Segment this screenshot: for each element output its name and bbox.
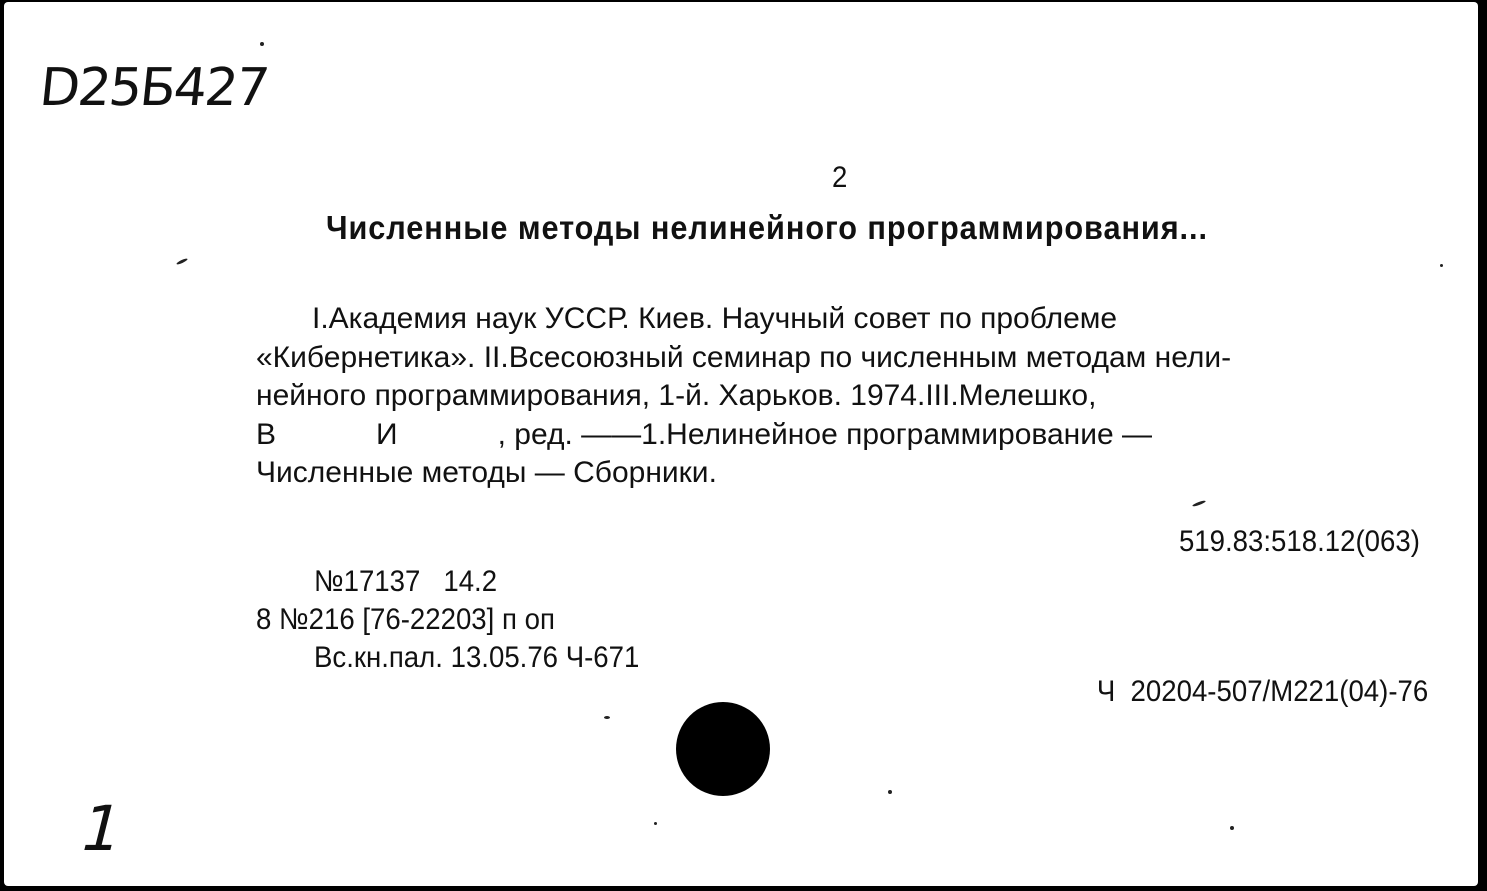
- inventory-line: Вс.кн.пал. 13.05.76 Ч-671: [314, 641, 640, 674]
- book-title: Численные методы нелинейного программирования...: [326, 209, 1208, 246]
- description-line: В И , ред. ——1.Нелинейное программирование —: [256, 417, 1153, 451]
- paper-speck: [1440, 264, 1443, 267]
- paper-speck: [1192, 500, 1206, 508]
- card-number: 2: [832, 161, 848, 194]
- description-line: Численные методы — Сборники.: [256, 456, 717, 489]
- bbk-code: Ч 20204-507/М221(04)-76: [1096, 675, 1428, 708]
- inventory-line: 8 №216 [76-22203] п оп: [256, 603, 555, 636]
- bibliographic-description: [256, 300, 1446, 493]
- description-line: I.Академия наук УССР. Киев. Научный совет по проблеме: [312, 302, 1118, 335]
- paper-speck: [604, 716, 610, 719]
- description-line: нейного программирования, 1-й. Харьков. 1974.III.Мелешко,: [256, 379, 1097, 412]
- paper-speck: [1230, 826, 1234, 830]
- punch-hole: [676, 702, 770, 796]
- handwritten-corner-mark: 1: [72, 792, 131, 865]
- paper-speck: [176, 258, 188, 266]
- paper-speck: [888, 790, 892, 794]
- paper-speck: [654, 822, 657, 825]
- description-line: «Кибернетика». II.Всесоюзный семинар по численным методам нели-: [256, 340, 1232, 374]
- udc-code: 519.83:518.12(063): [1179, 525, 1420, 558]
- paper-speck: [260, 42, 264, 46]
- catalog-card: [4, 2, 1478, 886]
- inventory-line: №17137 14.2: [314, 565, 498, 598]
- handwritten-call-number: D25Б427: [36, 58, 271, 118]
